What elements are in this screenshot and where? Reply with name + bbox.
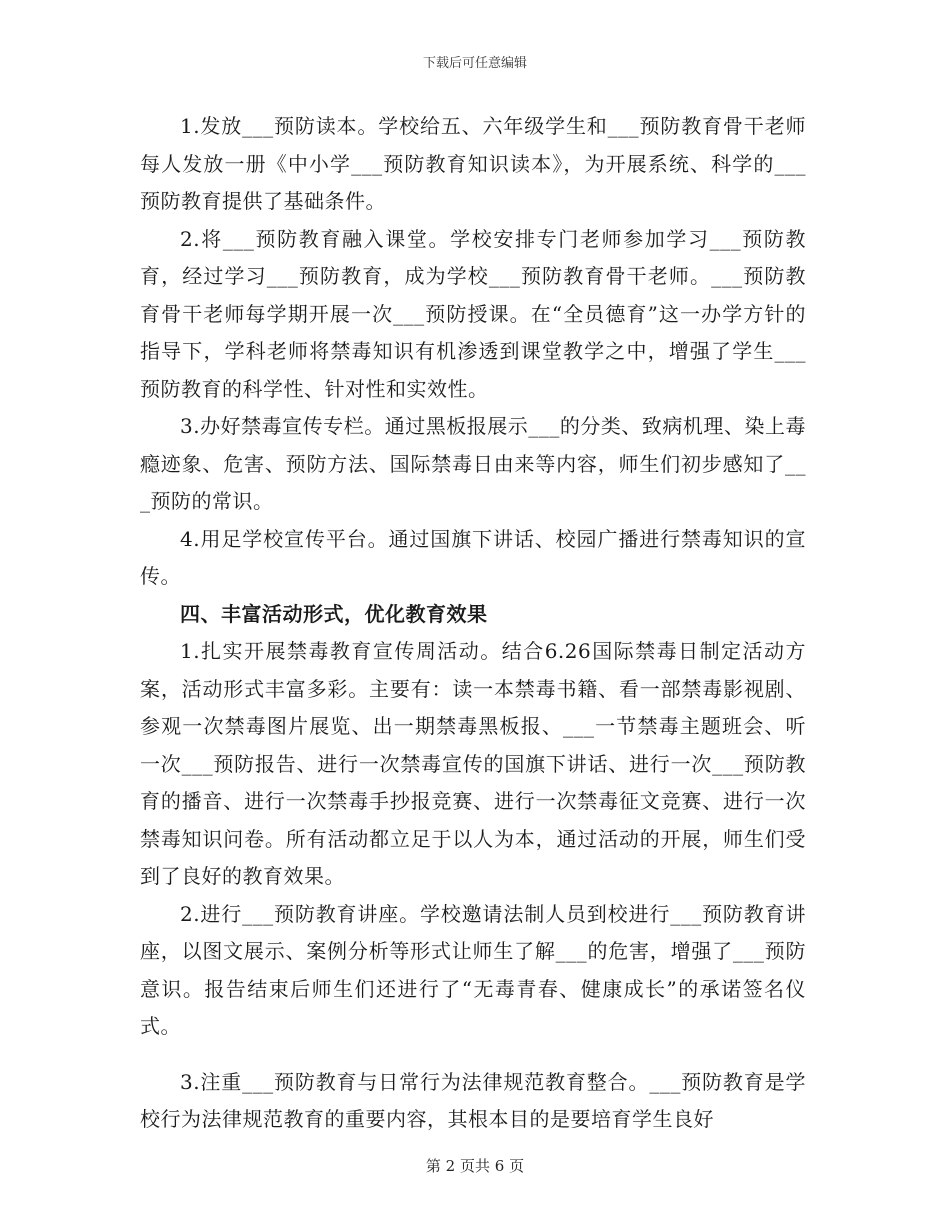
paragraph-publicity-column: 3.办好禁毒宣传专栏。通过黑板报展示___的分类、致病机理、染上毒瘾迹象、危害、预防方法、国际禁毒日由来等内容，师生们初步感知了___预防的常识。 <box>140 414 806 513</box>
paragraph-into-classroom: 2.将___预防教育融入课堂。学校安排专门老师参加学习___预防教育，经过学习___预防教育，成为学校___预防教育骨干老师。___预防教育骨干老师每学期开展一次___预防授课。在“全员德育”这一办学方针的指导下，学科老师将禁毒知识有机渗透到课堂教学之中，增强了学生___预防教育的科学性、针对性和实效性。 <box>140 226 806 401</box>
paragraph-gap <box>140 1046 806 1064</box>
paragraph-integration: 3.注重___预防教育与日常行为法律规范教育整合。___预防教育是学校行为法律规范教育的重要内容，其根本目的是要培育学生良好 <box>140 1069 806 1131</box>
page-footer: 第 2 页共 6 页 <box>425 1157 525 1175</box>
paragraph-publicity-week: 1.扎实开展禁毒教育宣传周活动。结合6.26国际禁毒日制定活动方案，活动形式丰富多彩。主要有：读一本禁毒书籍、看一部禁毒影视剧、参观一次禁毒图片展览、出一期禁毒黑板报、___一节禁毒主题班会、听一次___预防报告、进行一次禁毒宣传的国旗下讲话、进行一次___预防教育的播音、进行一次禁毒手抄报竞赛、进行一次禁毒征文竞赛、进行一次禁毒知识问卷。所有活动都立足于以人为本，通过活动的开展，师生们受到了良好的教育效果。 <box>140 639 806 888</box>
document-body <box>140 108 806 1139</box>
paragraph-lecture: 2.进行___预防教育讲座。学校邀请法制人员到校进行___预防教育讲座，以图文展示、案例分析等形式让师生了解___的危害，增强了___预防意识。报告结束后师生们还进行了“无毒青春、健康成长”的承诺签名仪式。 <box>140 901 806 1038</box>
paragraph-publicity-platform: 4.用足学校宣传平台。通过国旗下讲话、校园广播进行禁毒知识的宣传。 <box>140 526 806 588</box>
page-header: 下载后可任意编辑 <box>422 56 527 71</box>
paragraph-distribute-readers: 1.发放___预防读本。学校给五、六年级学生和___预防教育骨干老师每人发放一册《中小学___预防教育知识读本》，为开展系统、科学的___预防教育提供了基础条件。 <box>140 114 806 213</box>
section-heading-4: 四、丰富活动形式，优化教育效果 <box>180 601 488 626</box>
